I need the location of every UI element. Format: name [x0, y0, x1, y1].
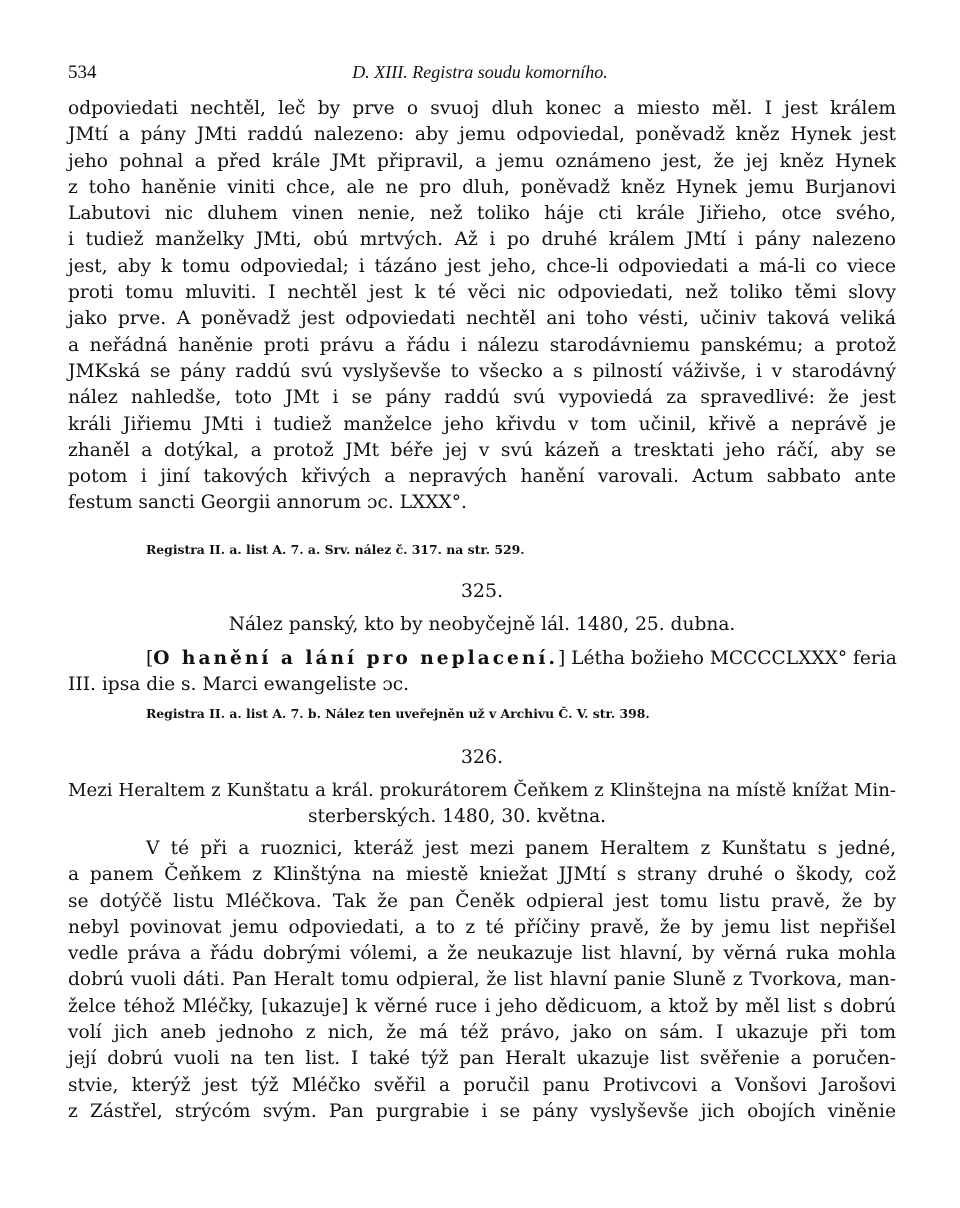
- line-rest: ] Létha božieho MCCCCLXXX° feria: [557, 648, 897, 669]
- text-line: dobrú vuoli dáti. Pan Heralt tomu odpieral, že list hlavní panie Sluně z Tvorkova, man-: [68, 969, 896, 991]
- text-line: III. ipsa die s. Marci ewangeliste ɔc.: [68, 674, 410, 696]
- text-line: nebyl povinovat jemu odpoviedati, a to z té příčiny pravě, že by jemu list nepřišel: [68, 916, 896, 938]
- text-line: proti tomu mluviti. I nechtěl jest k té věci nic odpoviedati, než toliko těmi slovy: [68, 282, 896, 304]
- entry-title: Nález panský, kto by neobyčejně lál. 1480, 25. dubna.: [228, 614, 736, 635]
- text-line: králi Jiřiemu JMti i tudiež manželce jeho křivdu v tom učinil, křivě a neprávě je: [68, 413, 896, 435]
- title-line: sterberských. 1480, 30. května.: [308, 806, 607, 828]
- page-number: 534: [68, 62, 97, 83]
- entry-326-text: [68, 836, 896, 1125]
- text-line: zhaněl a dotýkal, a protož JMt béře jej v svú kázeň a tresktati jeho ráčí, aby se: [68, 439, 896, 461]
- title-line: Mezi Heraltem z Kunštatu a král. prokurátorem Čeňkem z Klinštejna na místě knížat Min-: [68, 780, 896, 801]
- text-line: stvie, kterýž jest týž Mléčko svěřil a poručil panu Protivcovi a Vonšovi Jarošovi: [68, 1074, 896, 1096]
- bracket-open: [: [146, 648, 154, 669]
- entry-number: 325.: [460, 580, 504, 602]
- spaced-heading: O hanění a lání pro neplacení.: [153, 648, 558, 669]
- text-line: z Zástřel, strýcóm svým. Pan purgrabie i se pány vyslyševše jich obojích viněnie: [68, 1100, 896, 1122]
- page-header: [68, 62, 892, 86]
- text-line: potom i jiní takových křivých a nepravých hanění varovali. Actum sabbato ante: [68, 466, 896, 488]
- continuation-paragraph: [68, 96, 896, 517]
- text-line: i tudiež manželky JMti, obú mrtvých. Až i po druhé králem JMtí i pány nalezeno: [68, 229, 896, 251]
- text-line: nález nahledše, toto JMt i se pány raddú svú vypoviedá za spravedlivé: že jest: [68, 387, 896, 409]
- text-line: a neřádná haněnie proti právu a řádu i nálezu starodávniemu panskému; a protož: [68, 334, 896, 356]
- source-note: Registra II. a. list A. 7. b. Nález ten uveřejněn už v Archivu Č. V. str. 398.: [146, 706, 650, 721]
- entry-title: [68, 778, 896, 831]
- text-line: festum sancti Georgii annorum ɔc. LXXX°.: [68, 492, 467, 514]
- text-line: V té při a ruoznici, kteráž jest mezi panem Heraltem z Kunštatu s jedné,: [146, 838, 896, 859]
- source-note: Registra II. a. list A. 7. a. Srv. nález č. 317. na str. 529.: [146, 542, 525, 557]
- text-line: JMtí a pány JMti raddú nalezeno: aby jemu odpoviedal, poněvadž kněz Hynek jest: [68, 124, 896, 146]
- text-line: želce téhož Mléčky, [ukazuje] k věrné ruce i jeho dědicuom, a ktož by měl list s dobrú: [68, 995, 896, 1017]
- text-line: její dobrú vuoli na ten list. I také týž pan Heralt ukazuje list svěřenie a poručen-: [68, 1048, 896, 1070]
- text-line: jeho pohnal a před krále JMt připravil, a jemu oznámeno jest, že jej kněz Hynek: [68, 150, 896, 172]
- text-line: se dotýčě listu Mléčkova. Tak že pan Čeněk odpieral jest tomu listu pravě, že by: [68, 890, 896, 912]
- text-line: [68, 646, 896, 672]
- text-line: z toho haněnie viniti chce, ale ne pro dluh, poněvadž kněz Hynek jemu Burjanovi: [68, 176, 896, 198]
- text-line: a panem Čeňkem z Klinštýna na miestě kniežat JJMtí s strany druhé o škody, což: [68, 864, 896, 886]
- text-line: jako prve. A poněvadž jest odpoviedati nechtěl ani toho vésti, učiniv taková veliká: [68, 308, 896, 330]
- text-line: odpoviedati nechtěl, leč by prve o svuoj dluh konec a miesto měl. I jest králem: [68, 98, 896, 119]
- running-head: D. XIII. Registra soudu komorního.: [352, 62, 608, 82]
- text-line: jest, aby k tomu odpoviedal; i tázáno jest jeho, chce-li odpoviedati a má-li co viece: [68, 255, 896, 277]
- text-line: JMKská se pány raddú svú vyslyševše to všecko a s pilností váživše, i v starodávný: [68, 360, 896, 382]
- entry-number: 326.: [460, 746, 504, 768]
- text-line: vedle práva a řádu dobrými vólemi, a že neukazuje list hlavní, by věrná ruka mohla: [68, 943, 896, 965]
- text-line: Labutovi nic dluhem vinen nenie, než toliko háje cti krále Jiřieho, otce svého,: [68, 203, 896, 225]
- text-line: volí jich aneb jednoho z nich, že má též právo, jako on sám. I ukazuje při tom: [68, 1022, 896, 1044]
- entry-325-text: [68, 646, 896, 699]
